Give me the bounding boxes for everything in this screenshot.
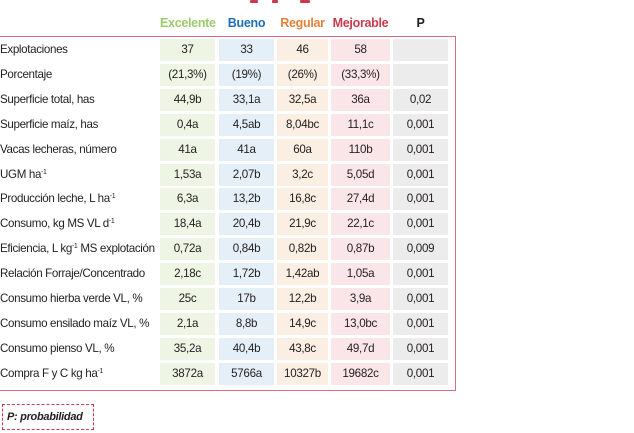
row-label xyxy=(0,317,149,330)
cell-mejorable: 36a xyxy=(331,89,390,111)
table-row xyxy=(0,38,456,63)
table-row xyxy=(0,187,456,212)
row-label xyxy=(0,292,142,305)
row-label xyxy=(0,342,114,355)
legend-note: P: probabilidad xyxy=(2,404,94,430)
cell-p: 0,001 xyxy=(393,288,448,310)
cell-regular: 60a xyxy=(277,139,328,161)
cell-regular: 32,5a xyxy=(277,89,328,111)
cell-excelente: 1,53a xyxy=(160,164,215,186)
cell-regular: 3,2c xyxy=(277,164,328,186)
row-label xyxy=(0,217,114,230)
cell-bueno: 33 xyxy=(219,39,274,61)
cell-regular: 1,42ab xyxy=(277,263,328,285)
row-label xyxy=(0,267,145,280)
cell-bueno: (19%) xyxy=(219,64,274,86)
row-label xyxy=(0,192,115,205)
cell-mejorable: 49,7d xyxy=(331,338,390,360)
cell-regular: 16,8c xyxy=(277,188,328,210)
row-label xyxy=(0,367,103,380)
cell-p: 0,001 xyxy=(393,213,448,235)
row-label xyxy=(0,168,47,181)
table-row xyxy=(0,362,456,387)
row-label-text: Porcentaje xyxy=(0,67,52,81)
row-label-suffix: MS explotación xyxy=(77,242,155,256)
cell-regular: 46 xyxy=(277,39,328,61)
cell-regular: 8,04bc xyxy=(277,114,328,136)
cell-excelente: 41a xyxy=(160,139,215,161)
unit-superscript: -1 xyxy=(41,168,47,176)
cell-p: 0,009 xyxy=(393,238,448,260)
cell-mejorable: 1,05a xyxy=(331,263,390,285)
row-label-text: Vacas lecheras, número xyxy=(0,142,117,156)
cell-excelente: 6,3a xyxy=(160,188,215,210)
table-row xyxy=(0,312,456,337)
row-label xyxy=(0,43,68,56)
cell-bueno: 33,1a xyxy=(219,89,274,111)
unit-superscript: -1 xyxy=(71,243,78,251)
cell-excelente: 3872a xyxy=(160,363,215,385)
cell-p: 0,001 xyxy=(393,313,448,335)
cell-mejorable: 3,9a xyxy=(331,288,390,310)
cell-p: 0,001 xyxy=(393,139,448,161)
cell-regular: (26%) xyxy=(277,64,328,86)
cell-p: 0,001 xyxy=(393,338,448,360)
table-row xyxy=(0,163,456,188)
cell-bueno: 41a xyxy=(219,139,274,161)
unit-superscript: -1 xyxy=(97,367,103,375)
row-label xyxy=(0,68,52,81)
cell-mejorable: 11,1c xyxy=(331,114,390,136)
title-remnant xyxy=(250,0,350,4)
unit-superscript: -1 xyxy=(108,218,115,226)
cell-excelente: 0,4a xyxy=(160,114,215,136)
cell-p: 0,02 xyxy=(393,89,448,111)
cell-excelente: (21,3%) xyxy=(160,64,215,86)
cell-bueno: 13,2b xyxy=(219,188,274,210)
row-label-text: Superficie maíz, has xyxy=(0,117,99,131)
cell-bueno: 40,4b xyxy=(219,338,274,360)
table-row xyxy=(0,212,456,237)
cell-mejorable: 110b xyxy=(331,139,390,161)
cell-excelente: 37 xyxy=(160,39,215,61)
cell-p xyxy=(393,64,448,86)
cell-mejorable: 13,0bc xyxy=(331,313,390,335)
cell-bueno: 5766a xyxy=(219,363,274,385)
cell-mejorable: (33,3%) xyxy=(331,64,390,86)
cell-mejorable: 27,4d xyxy=(331,188,390,210)
row-label xyxy=(0,118,98,131)
cell-bueno: 0,84b xyxy=(219,238,274,260)
cell-regular: 12,2b xyxy=(277,288,328,310)
cell-excelente: 25c xyxy=(160,288,215,310)
cell-p: 0,001 xyxy=(393,164,448,186)
row-label-text: Consumo ensilado maíz VL, % xyxy=(0,316,150,330)
table-row xyxy=(0,113,456,138)
cell-excelente: 2,1a xyxy=(160,313,215,335)
cell-regular: 43,8c xyxy=(277,338,328,360)
cell-regular: 21,9c xyxy=(277,213,328,235)
cell-mejorable: 58 xyxy=(331,39,390,61)
row-label xyxy=(0,93,94,106)
cell-excelente: 18,4a xyxy=(160,213,215,235)
cell-p: 0,001 xyxy=(393,188,448,210)
header-bueno: Bueno xyxy=(227,16,266,30)
table-row xyxy=(0,262,456,287)
table-row xyxy=(0,63,456,88)
row-label-text: Eficiencia, L kg xyxy=(0,242,72,256)
cell-regular: 0,82b xyxy=(277,238,328,260)
cell-excelente: 35,2a xyxy=(160,338,215,360)
cell-mejorable: 0,87b xyxy=(331,238,390,260)
row-label-text: Consumo, kg MS VL d xyxy=(0,217,109,231)
cell-bueno: 8,8b xyxy=(219,313,274,335)
table-row xyxy=(0,88,456,113)
cell-mejorable: 22,1c xyxy=(331,213,390,235)
cell-bueno: 2,07b xyxy=(219,164,274,186)
cell-mejorable: 19682c xyxy=(331,363,390,385)
header-excelente: Excelente xyxy=(160,16,216,30)
cell-bueno: 4,5ab xyxy=(219,114,274,136)
cell-regular: 10327b xyxy=(277,363,328,385)
row-label-text: Consumo pienso VL, % xyxy=(0,341,115,355)
cell-excelente: 0,72a xyxy=(160,238,215,260)
cell-bueno: 1,72b xyxy=(219,263,274,285)
cell-p: 0,001 xyxy=(393,363,448,385)
cell-excelente: 44,9b xyxy=(160,89,215,111)
cell-excelente: 2,18c xyxy=(160,263,215,285)
row-label-text: Superficie total, has xyxy=(0,92,95,106)
row-label-text: Compra F y C kg ha xyxy=(0,366,98,380)
table-row xyxy=(0,237,456,262)
cell-mejorable: 5,05d xyxy=(331,164,390,186)
row-label-text: Consumo hierba verde VL, % xyxy=(0,292,143,305)
cell-bueno: 17b xyxy=(219,288,274,310)
unit-superscript: -1 xyxy=(109,193,116,201)
cell-p: 0,001 xyxy=(393,263,448,285)
row-label-text: Producción leche, L ha xyxy=(0,192,110,206)
cell-regular: 14,9c xyxy=(277,313,328,335)
row-label-text: UGM ha xyxy=(0,167,42,181)
row-label-text: Explotaciones xyxy=(0,43,68,56)
table-row xyxy=(0,138,456,163)
row-label xyxy=(0,143,116,156)
row-label xyxy=(0,242,155,255)
cell-bueno: 20,4b xyxy=(219,213,274,235)
table-row xyxy=(0,337,456,362)
header-regular: Regular xyxy=(280,16,325,30)
table-row xyxy=(0,287,456,312)
cell-p xyxy=(393,39,448,61)
header-p: P xyxy=(416,16,425,30)
header-mejorable: Mejorable xyxy=(332,16,389,30)
row-label-text: Relación Forraje/Concentrado xyxy=(0,267,145,281)
cell-p: 0,001 xyxy=(393,114,448,136)
